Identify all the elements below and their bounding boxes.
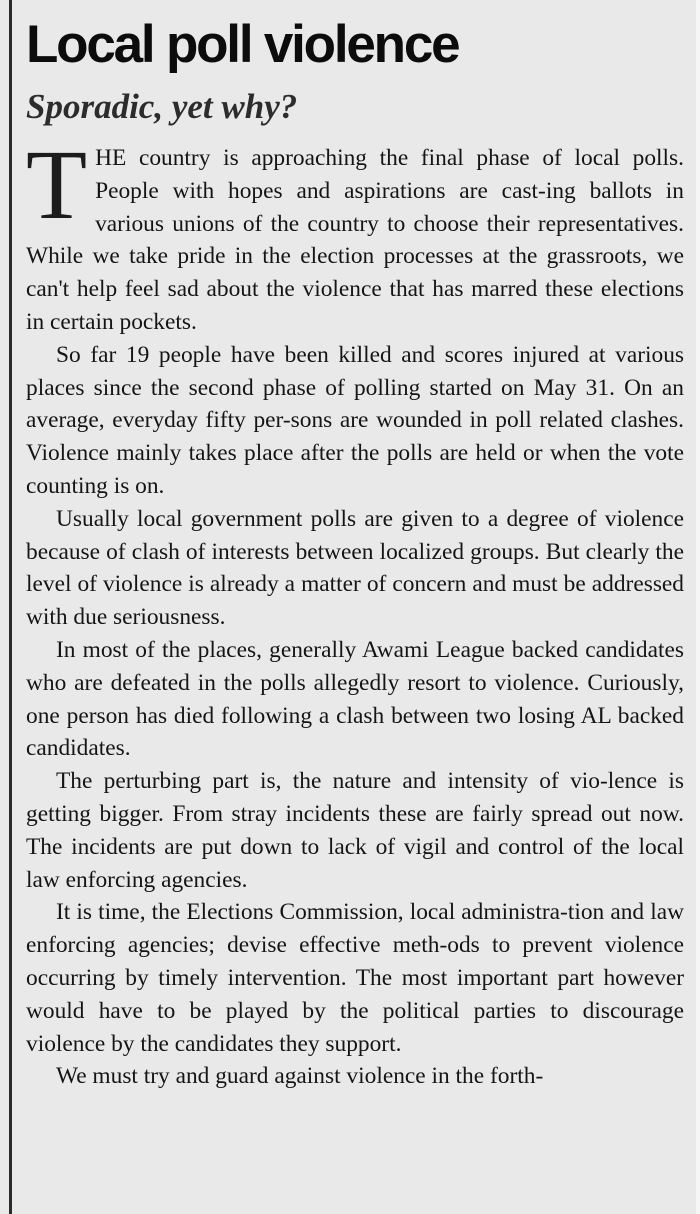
paragraph-7-continued: We must try and guard against violence in the forth- (56, 1063, 544, 1090)
paragraph-2: So far 19 people have been killed and scores injured at various places since the second phase of polling started on May 31. On an average, everyday fifty per-sons are wounded in poll related clashes. Violence mainly takes place after the polls are held or when the vote counting is on. (26, 341, 684, 499)
subheadline: Sporadic, yet why? (26, 87, 298, 126)
paragraph-6: It is time, the Elections Commission, local administra-tion and law enforcing agencies; devise effective meth-ods to prevent violence occurring by timely intervention. The most important part however would have to be played by the political parties to discourage violence by the candidates they support. (26, 899, 684, 1057)
column-rule-left (9, 0, 12, 1214)
headline: Local poll violence (26, 15, 459, 74)
paragraph-4: In most of the places, generally Awami League backed candidates who are defeated in the polls allegedly resort to violence. Curiously, one person has died following a clash between two losing AL backed candidates. (26, 636, 684, 762)
editorial-article (26, 10, 684, 1093)
drop-cap: T (26, 129, 88, 240)
paragraph-3: Usually local government polls are given to a degree of violence because of clash of interests between localized groups. But clearly the level of violence is already a matter of concern and must be addressed with due seriousness. (26, 505, 684, 631)
paragraph-1-text: HE country is approaching the final phase of local polls. People with hopes and aspirations are cast-ing ballots in various unions of the country to choose their representatives. While we take pride in the election processes at the grassroots, we can't help feel sad about the violence that has marred these elections in certain pockets. (26, 145, 684, 335)
column-edge-right (696, 0, 700, 1214)
paragraph-1 (26, 129, 684, 339)
article-body (26, 129, 684, 1093)
paragraph-5: The perturbing part is, the nature and intensity of vio-lence is getting bigger. From stray incidents these are fairly spread out now. The incidents are put down to lack of vigil and control of the local law enforcing agencies. (26, 768, 684, 893)
